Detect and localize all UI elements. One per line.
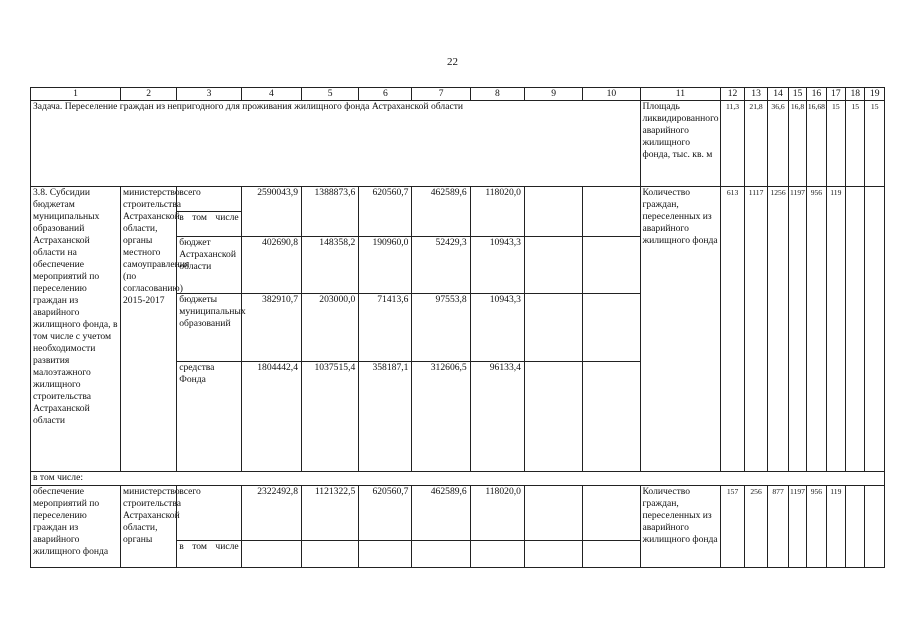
amount-cell: 2322492,8 bbox=[241, 486, 301, 541]
column-number: 11 bbox=[640, 88, 721, 101]
column-number: 7 bbox=[412, 88, 470, 101]
indicator-value: 956 bbox=[807, 486, 826, 568]
amount-cell: 462589,6 bbox=[412, 486, 470, 541]
column-number: 8 bbox=[470, 88, 524, 101]
amount-cell: 620560,7 bbox=[359, 187, 412, 237]
measure-name: обеспечение мероприятий по переселению граждан из аварийного жилищного фонда bbox=[31, 486, 121, 568]
indicator-value bbox=[865, 187, 885, 472]
funding-source: в том числе bbox=[177, 541, 241, 568]
indicator-value bbox=[846, 187, 865, 472]
indicator-value: 15 bbox=[865, 101, 885, 187]
amount-cell bbox=[241, 541, 301, 568]
measure-name: 3.8. Субсидии бюджетам муниципальных образований Астраханской области на обеспечение мероприятий по переселению граждан из аварийного жилищного фонда, в том числе с учетом необходимости развития малоэтажного жилищного строительства Астраханской области bbox=[31, 187, 121, 472]
indicator-value: 16,68 bbox=[807, 101, 826, 187]
amount-cell bbox=[583, 187, 640, 237]
indicator-value bbox=[846, 486, 865, 568]
amount-cell: 10943,3 bbox=[470, 237, 524, 294]
indicator-value: 877 bbox=[768, 486, 788, 568]
funding-source: в том числе bbox=[177, 212, 241, 237]
column-number: 12 bbox=[721, 88, 745, 101]
amount-cell bbox=[524, 486, 582, 541]
amount-cell: 1388873,6 bbox=[302, 187, 359, 237]
amount-cell: 402690,8 bbox=[241, 237, 301, 294]
amount-cell bbox=[524, 237, 582, 294]
column-number: 9 bbox=[524, 88, 582, 101]
indicator-value: 36,6 bbox=[768, 101, 788, 187]
amount-cell: 118020,0 bbox=[470, 486, 524, 541]
amount-cell: 118020,0 bbox=[470, 187, 524, 237]
subsection-label: в том числе: bbox=[31, 472, 885, 486]
column-number: 15 bbox=[788, 88, 806, 101]
amount-cell bbox=[583, 362, 640, 472]
column-number: 4 bbox=[241, 88, 301, 101]
table-row bbox=[31, 187, 885, 212]
amount-cell: 2590043,9 bbox=[241, 187, 301, 237]
amount-cell: 97553,8 bbox=[412, 294, 470, 362]
indicator-value: 15 bbox=[846, 101, 865, 187]
indicator-value: 119 bbox=[826, 486, 845, 568]
amount-cell bbox=[583, 541, 640, 568]
amount-cell: 148358,2 bbox=[302, 237, 359, 294]
task-indicator: Площадь ликвидированного аварийного жилищного фонда, тыс. кв. м bbox=[640, 101, 721, 187]
task-row bbox=[31, 101, 885, 187]
column-number: 18 bbox=[846, 88, 865, 101]
column-number: 19 bbox=[865, 88, 885, 101]
amount-cell: 1804442,4 bbox=[241, 362, 301, 472]
funding-source: бюджет Астраханской области bbox=[177, 237, 241, 294]
task-title: Задача. Переселение граждан из непригодного для проживания жилищного фонда Астраханской области bbox=[31, 101, 641, 187]
amount-cell: 1121322,5 bbox=[302, 486, 359, 541]
amount-cell: 10943,3 bbox=[470, 294, 524, 362]
column-number: 10 bbox=[583, 88, 640, 101]
amount-cell: 312606,5 bbox=[412, 362, 470, 472]
measure-executor: министерство строительства Астраханской области, органы местного самоуправления (по согласованию) 2015-2017 bbox=[121, 187, 177, 472]
amount-cell bbox=[524, 541, 582, 568]
column-number: 16 bbox=[807, 88, 826, 101]
amount-cell bbox=[524, 187, 582, 237]
indicator-value: 16,8 bbox=[788, 101, 806, 187]
amount-cell bbox=[583, 294, 640, 362]
amount-cell: 382910,7 bbox=[241, 294, 301, 362]
amount-cell: 620560,7 bbox=[359, 486, 412, 541]
column-number: 3 bbox=[177, 88, 241, 101]
indicator-value: 119 bbox=[826, 187, 845, 472]
subsection-row bbox=[31, 472, 885, 486]
column-number: 5 bbox=[302, 88, 359, 101]
indicator-value: 21,8 bbox=[744, 101, 768, 187]
amount-cell bbox=[412, 541, 470, 568]
amount-cell: 462589,6 bbox=[412, 187, 470, 237]
column-number: 2 bbox=[121, 88, 177, 101]
indicator-value: 613 bbox=[721, 187, 745, 472]
column-number: 17 bbox=[826, 88, 845, 101]
funding-source: бюджеты муниципальных образований bbox=[177, 294, 241, 362]
measure-indicator: Количество граждан, переселенных из аварийного жилищного фонда bbox=[640, 187, 721, 472]
amount-cell: 1037515,4 bbox=[302, 362, 359, 472]
amount-cell bbox=[359, 541, 412, 568]
funding-source: всего bbox=[177, 486, 241, 541]
measure-executor: министерство строительства Астраханской области, органы bbox=[121, 486, 177, 568]
amount-cell: 203000,0 bbox=[302, 294, 359, 362]
amount-cell bbox=[583, 237, 640, 294]
page-number: 22 bbox=[447, 56, 458, 68]
amount-cell: 358187,1 bbox=[359, 362, 412, 472]
funding-source: средства Фонда bbox=[177, 362, 241, 472]
amount-cell: 52429,3 bbox=[412, 237, 470, 294]
amount-cell bbox=[524, 362, 582, 472]
indicator-value: 157 bbox=[721, 486, 745, 568]
program-table bbox=[30, 87, 885, 568]
indicator-value: 256 bbox=[744, 486, 768, 568]
indicator-value: 15 bbox=[826, 101, 845, 187]
indicator-value: 956 bbox=[807, 187, 826, 472]
column-number: 6 bbox=[359, 88, 412, 101]
amount-cell bbox=[583, 486, 640, 541]
column-number-row bbox=[31, 88, 885, 101]
indicator-value bbox=[865, 486, 885, 568]
amount-cell bbox=[302, 541, 359, 568]
amount-cell: 190960,0 bbox=[359, 237, 412, 294]
column-number: 1 bbox=[31, 88, 121, 101]
indicator-value: 1117 bbox=[744, 187, 768, 472]
amount-cell: 71413,6 bbox=[359, 294, 412, 362]
funding-source: всего bbox=[177, 187, 241, 212]
table-row bbox=[31, 486, 885, 541]
indicator-value: 1256 bbox=[768, 187, 788, 472]
column-number: 14 bbox=[768, 88, 788, 101]
indicator-value: 1197 bbox=[788, 486, 806, 568]
indicator-value: 11,3 bbox=[721, 101, 745, 187]
amount-cell bbox=[470, 541, 524, 568]
column-number: 13 bbox=[744, 88, 768, 101]
amount-cell bbox=[524, 294, 582, 362]
amount-cell: 96133,4 bbox=[470, 362, 524, 472]
measure-indicator: Количество граждан, переселенных из аварийного жилищного фонда bbox=[640, 486, 721, 568]
indicator-value: 1197 bbox=[788, 187, 806, 472]
